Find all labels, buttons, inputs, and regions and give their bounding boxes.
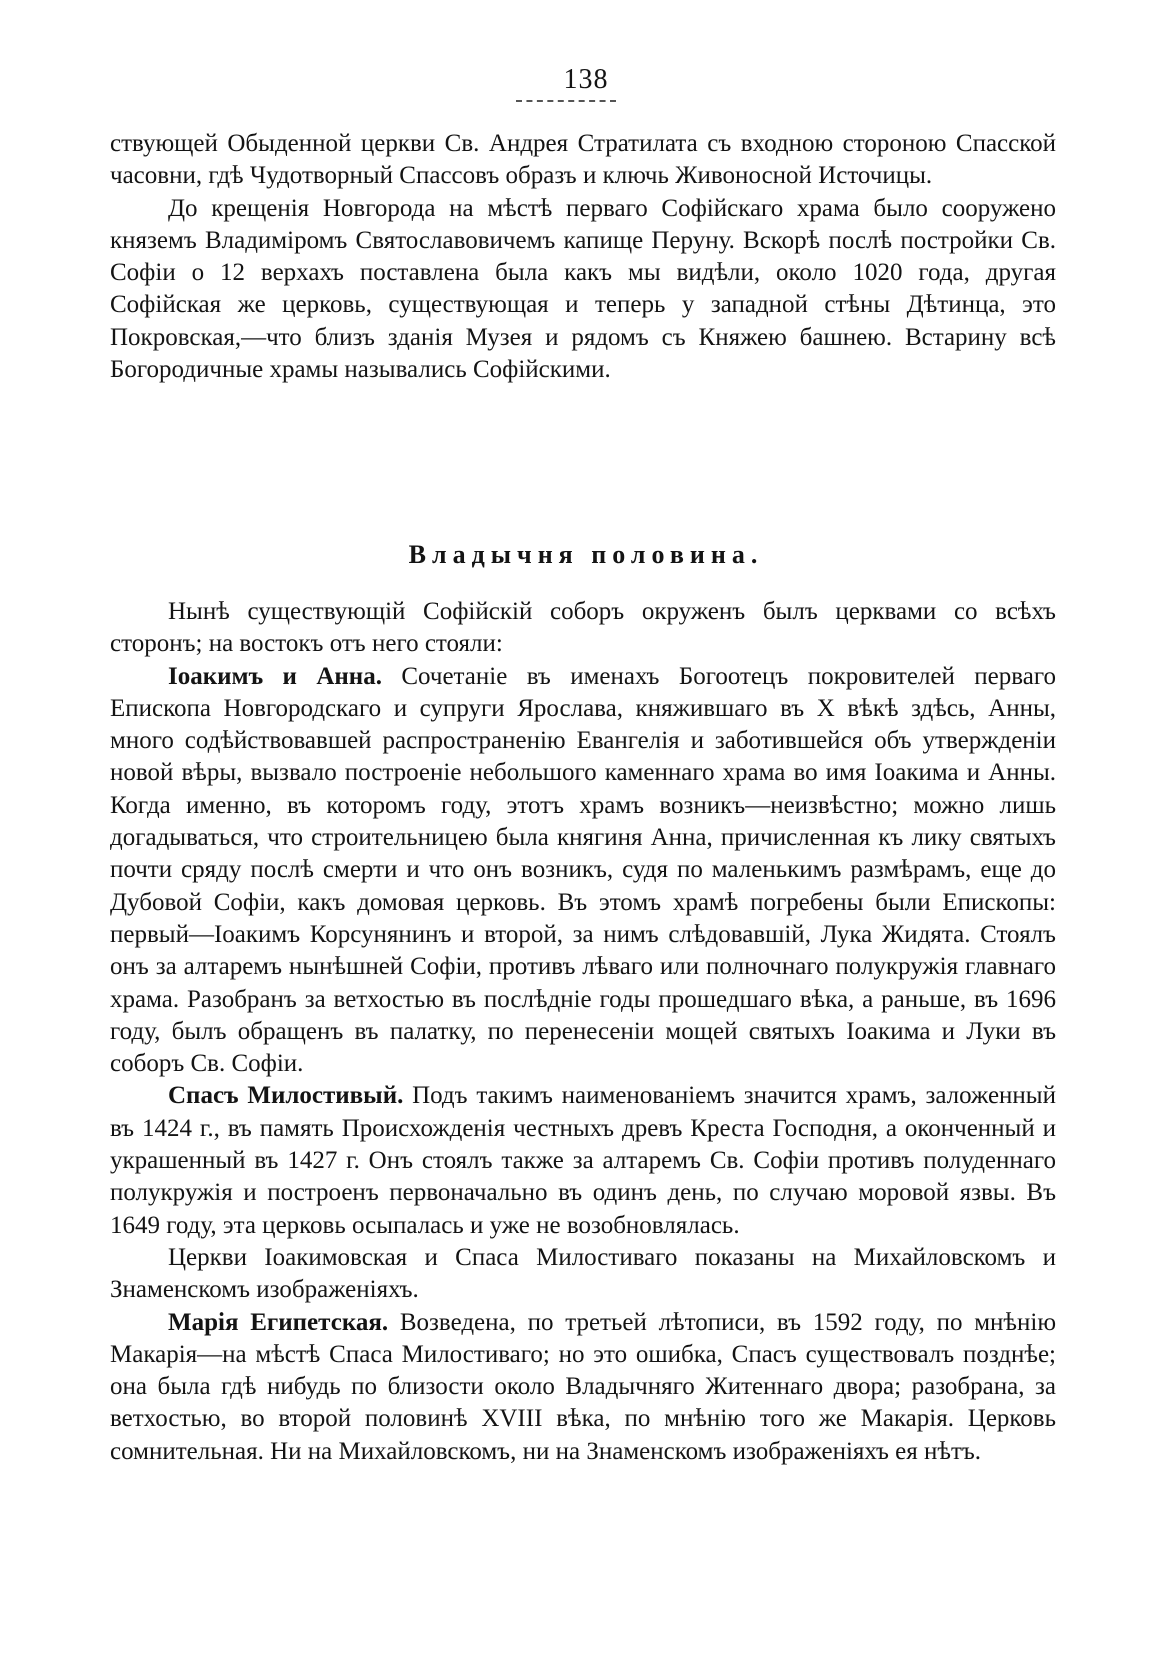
continued-text-block (110, 128, 1056, 386)
paragraph-spas-milostivy (110, 1080, 1056, 1241)
paragraph-continuation: ствующей Обыденной церкви Св. Андрея Стратилата съ входною стороною Спасской часовни, гдѣ Чудотворный Спассовъ образъ и ключь Живоносной Источицы. (110, 130, 1056, 190)
paragraph-body: Подъ такимъ наименованіемъ значится храмъ, заложенный въ 1424 г., въ память Происхожденія честныхъ древъ Креста Господня, а оконченный и украшенный въ 1427 г. Онъ стоялъ также за алтаремъ Св. Софіи противъ полуденнаго полукружія и построенъ первоначально въ одинъ день, по случаю моровой язвы. Въ 1649 году, эта церковь осыпалась и уже не возобновлялась. (110, 1082, 1056, 1239)
paragraph-depictions (110, 1242, 1056, 1307)
paragraph-joachim-anna (110, 661, 1056, 1081)
page-number-rule (516, 100, 616, 102)
section-heading: Владычня половина. (408, 540, 764, 569)
paragraph-maria-egipetskaya (110, 1307, 1056, 1468)
paragraph-lead: Іоакимъ и Анна. (168, 662, 382, 690)
paragraph-body: Сочетаніе въ именахъ Богоотецъ покровителей перваго Епископа Новгородскаго и супруги Ярослава, княжившаго въ X вѣкѣ здѣсь, Анны, много содѣйствовавшей распространенію Евангелія и заботившейся объ утвержденіи новой вѣры, вызвало построеніе небольшого каменнаго храма во имя Іоакима и Анны. Когда именно, въ которомъ году, этотъ храмъ возникъ—неизвѣстно; можно лишь догадываться, что строительницею была княгиня Анна, причисленная къ лику святыхъ почти сряду послѣ смерти и что онъ возникъ, судя по маленькимъ размѣрамъ, еще до Дубовой Софіи, какъ домовая церковь. Въ этомъ храмѣ погребены были Епископы: первый—Іоакимъ Корсунянинъ и второй, за нимъ слѣдовавшій, Лука Жидята. Стоялъ онъ за алтаремъ нынѣшней Софіи, противъ лѣваго или полночнаго полукружія главнаго храма. Разобранъ за ветхостью въ послѣдніе годы прошедшаго вѣка, а раньше, въ 1696 году, былъ обращенъ въ палатку, по перенесеніи мощей святыхъ Іоакима и Луки въ соборъ Св. Софіи. (110, 662, 1056, 1078)
paragraph-intro (110, 596, 1056, 661)
paragraph-body: Возведена, по третьей лѣтописи, въ 1592 году, по мнѣнію Макарія—на мѣстѣ Спаса Милостиваго; но это ошибка, Спасъ существовалъ позднѣе; она была гдѣ нибудь по близости около Владычняго Житеннаго двора; разобрана, за ветхостью, во второй половинѣ XVIII вѣка, по мнѣнію того же Макарія. Церковь сомнительная. Ни на Михайловскомъ, ни на Знаменскомъ изображеніяхъ ея нѣтъ. (110, 1308, 1056, 1465)
paragraph-baptism-novgorod: До крещенія Новгорода на мѣстѣ перваго Софійскаго храма было сооружено княземъ Владиміромъ Святославовичемъ капище Перуну. Вскорѣ послѣ постройки Св. Софіи о 12 верхахъ поставлена была какъ мы видѣли, около 1020 года, другая Софійская же церковь, существующая и теперь у западной стѣны Дѣтинца, это Покровская,—что близъ зданія Музея и рядомъ съ Княжею башнею. Встарину всѣ Богородичные храмы назывались Софійскими. (110, 194, 1056, 384)
page-number: 138 (563, 64, 609, 95)
paragraph-body: Церкви Іоакимовская и Спаса Милостиваго показаны на Михайловскомъ и Знаменскомъ изображеніяхъ. (110, 1243, 1056, 1304)
paragraph-lead: Марія Египетская. (168, 1308, 389, 1336)
section-text-block (110, 596, 1056, 1468)
paragraph-lead: Спасъ Милостивый. (168, 1082, 404, 1110)
paragraph-body: Нынѣ существующій Софійскій соборъ окруженъ былъ церквами со всѣхъ сторонъ; на востокъ отъ него стояли: (110, 598, 1056, 658)
